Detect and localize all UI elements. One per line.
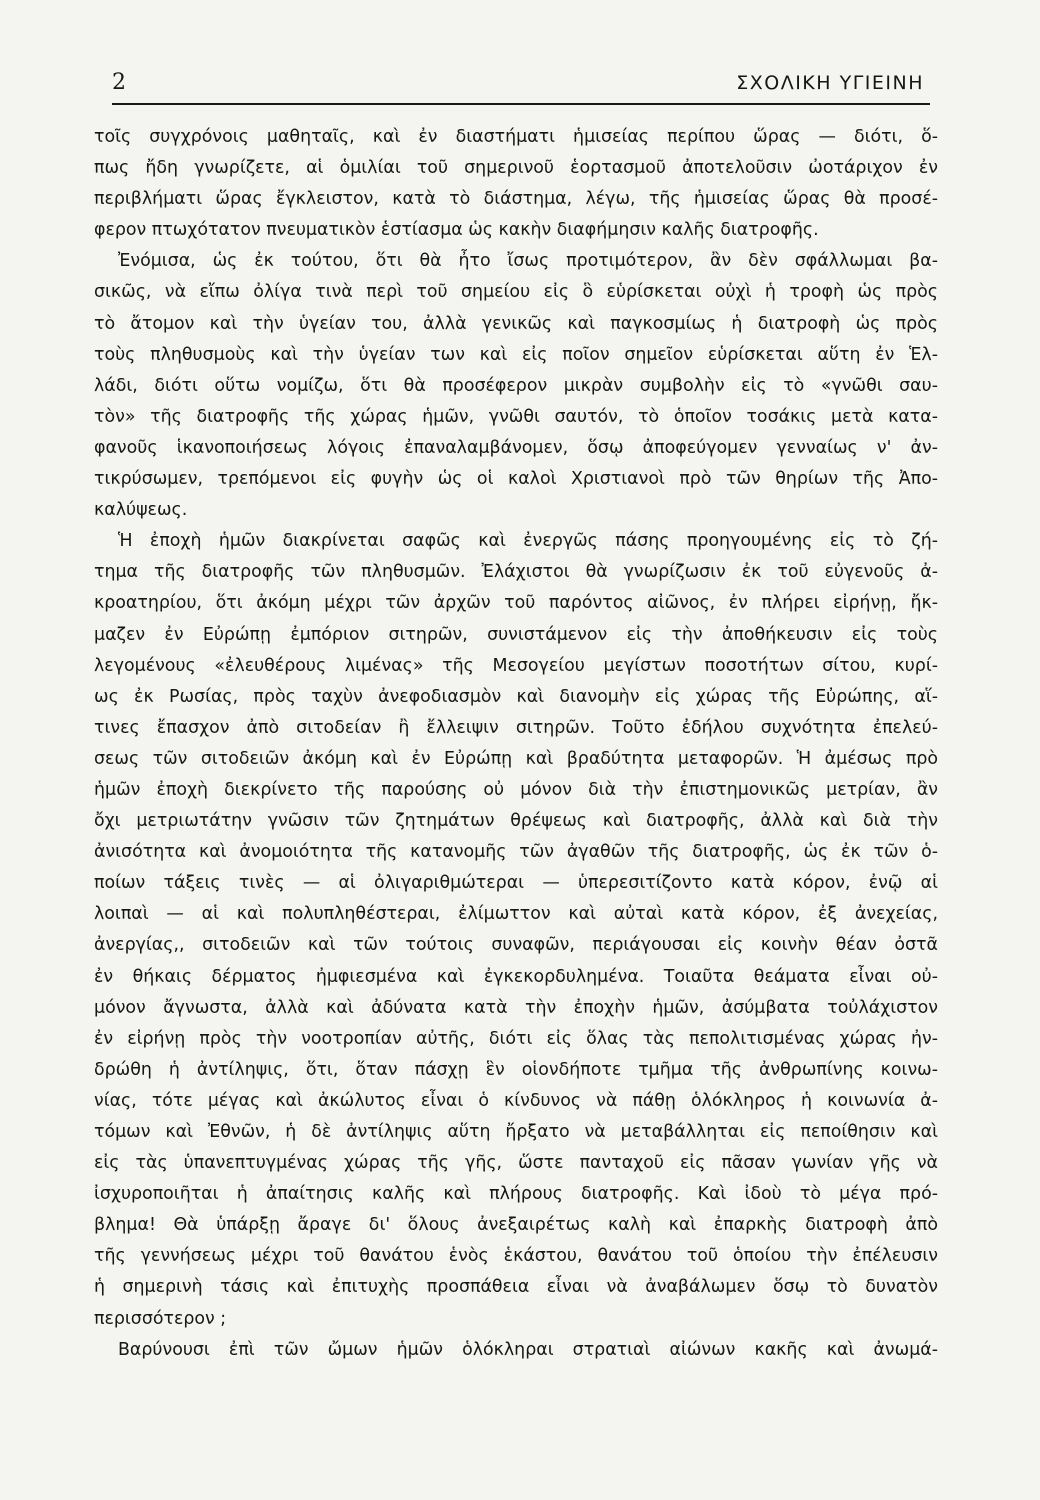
text-line: ως ἐκ Ρωσίας, πρὸς ταχὺν ἀνεφοδιασμὸν καὶ διανομὴν εἰς χώρας τῆς Εὐρώπης, αἵ- <box>94 686 938 707</box>
text-line: ἡμῶν ἐποχὴ διεκρίνετο τῆς παρούσης οὐ μόνον διὰ τὴν ἐπιστημονικῶς μετρίαν, ἂν <box>94 779 938 800</box>
page-header <box>112 66 930 102</box>
text-line: καλύψεως. <box>94 500 188 521</box>
text-line: λάδι, διότι οὕτω νομίζω, ὅτι θὰ προσέφερον μικρὰν συμβολὴν εἰς τὸ «γνῶθι σαυ- <box>94 375 938 396</box>
text-line: τῆς γεννήσεως μέχρι τοῦ θανάτου ἑνὸς ἑκάστου, θανάτου τοῦ ὁποίου τὴν ἐπέλευσιν <box>94 1246 938 1267</box>
text-line: πως ἤδη γνωρίζετε, αἱ ὁμιλίαι τοῦ σημερινοῦ ἑορτασμοῦ ἀποτελοῦσιν ὠοτάριχον ἐν <box>94 158 938 179</box>
text-line: ποίων τάξεις τινὲς — αἱ ὀλιγαριθμώτεραι — ὑπερεσιτίζοντο κατὰ κόρον, ἐνῷ αἱ <box>94 873 938 894</box>
text-line: ἀνεργίας,, σιτοδειῶν καὶ τῶν τούτοις συναφῶν, περιάγουσαι εἰς κοινὴν θέαν ὀστᾶ <box>94 935 938 956</box>
text-line: μαζεν ἐν Εὐρώπῃ ἐμπόριον σιτηρῶν, συνιστάμενον εἰς τὴν ἀποθήκευσιν εἰς τοὺς <box>94 624 938 645</box>
text-line: νίας, τότε μέγας καὶ ἀκώλυτος εἶναι ὁ κίνδυνος νὰ πάθῃ ὁλόκληρος ἡ κοινωνία ἀ- <box>94 1090 938 1111</box>
text-line: φανοῦς ἱκανοποιήσεως λόγοις ἐπαναλαμβάνομεν, ὅσῳ ἀποφεύγομεν γενναίως ν' ἀν- <box>94 437 938 458</box>
text-line: φερον πτωχότατον πνευματικὸν ἑστίασμα ὡς κακὴν διαφήμησιν καλῆς διατροφῆς. <box>94 220 819 241</box>
text-line: τινες ἔπασχον ἀπὸ σιτοδείαν ἢ ἔλλειψιν σιτηρῶν. Τοῦτο ἐδήλου συχνότητα ἐπελεύ- <box>94 717 938 738</box>
text-line: ὄχι μετριωτάτην γνῶσιν τῶν ζητημάτων θρέψεως καὶ διατροφῆς, ἀλλὰ καὶ διὰ τὴν <box>94 811 938 832</box>
text-line: εἰς τὰς ὑπανεπτυγμένας χώρας τῆς γῆς, ὥστε πανταχοῦ εἰς πᾶσαν γωνίαν γῆς νὰ <box>94 1153 938 1174</box>
text-line: Ἐνόμισα, ὡς ἐκ τούτου, ὅτι θὰ ἦτο ἴσως προτιμότερον, ἂν δὲν σφάλλωμαι βα- <box>118 251 938 272</box>
text-line: περιβλήματι ὥρας ἔγκλειστον, κατὰ τὸ διάστημα, λέγω, τῆς ἡμισείας ὥρας θὰ προσέ- <box>94 189 938 210</box>
text-line: τικρύσωμεν, τρεπόμενοι εἰς φυγὴν ὡς οἱ καλοὶ Χριστιανοὶ πρὸ τῶν θηρίων τῆς Ἀπο- <box>94 469 938 490</box>
text-line: τοῖς συγχρόνοις μαθηταῖς, καὶ ἐν διαστήματι ἡμισείας περίπου ὥρας — διότι, ὅ- <box>94 127 938 147</box>
text-line: τοὺς πληθυσμοὺς καὶ τὴν ὑγείαν των καὶ εἰς ποῖον σημεῖον εὑρίσκεται αὕτη ἐν Ἑλ- <box>94 344 938 365</box>
text-line: ἰσχυροποιῆται ἡ ἀπαίτησις καλῆς καὶ πλήρους διατροφῆς. Καὶ ἰδοὺ τὸ μέγα πρό- <box>94 1184 938 1205</box>
running-title: ΣΧΟΛΙΚΗ ΥΓΙΕΙΝΗ <box>736 72 924 94</box>
page-number: 2 <box>112 70 126 95</box>
text-line: κροατηρίου, ὅτι ἀκόμη μέχρι τῶν ἀρχῶν τοῦ παρόντος αἰῶνος, ἐν πλήρει εἰρήνῃ, ἤκ- <box>94 593 938 614</box>
text-line: λοιπαὶ — αἱ καὶ πολυπληθέστεραι, ἐλίμωττον καὶ αὐταὶ κατὰ κόρον, ἐξ ἀνεχείας, <box>94 904 938 925</box>
text-line: ἐν θήκαις δέρματος ἠμφιεσμένα καὶ ἐγκεκορδυλημένα. Τοιαῦτα θεάματα εἶναι οὐ- <box>94 966 938 987</box>
text-line: ἐν εἰρήνῃ πρὸς τὴν νοοτροπίαν αὐτῆς, διότι εἰς ὅλας τὰς πεπολιτισμένας χώρας ἠν- <box>94 1028 938 1049</box>
header-divider <box>112 103 930 105</box>
text-line: τημα τῆς διατροφῆς τῶν πληθυσμῶν. Ἐλάχιστοι θὰ γνωρίζωσιν ἐκ τοῦ εὐγενοῦς ἀ- <box>94 562 938 583</box>
text-line: μόνον ἄγνωστα, ἀλλὰ καὶ ἀδύνατα κατὰ τὴν ἐποχὴν ἡμῶν, ἀσύμβατα τοὐλάχιστον <box>94 997 938 1018</box>
text-line: τὸ ἄτομον καὶ τὴν ὑγείαν του, ἀλλὰ γενικῶς καὶ παγκοσμίως ἡ διατροφὴ ὡς πρὸς <box>94 313 938 334</box>
text-line: περισσότερον ; <box>94 1308 227 1329</box>
text-line: σικῶς, νὰ εἴπω ὀλίγα τινὰ περὶ τοῦ σημείου εἰς ὃ εὑρίσκεται οὐχὶ ἡ τροφὴ ὡς πρὸς <box>94 282 938 303</box>
text-line: Ἡ ἐποχὴ ἡμῶν διακρίνεται σαφῶς καὶ ἐνεργῶς πάσης προηγουμένης εἰς τὸ ζή- <box>118 531 938 552</box>
text-line: Βαρύνουσι ἐπὶ τῶν ὤμων ἡμῶν ὁλόκληραι στρατιαὶ αἰώνων κακῆς καὶ ἀνωμά- <box>118 1339 938 1360</box>
text-line: τόμων καὶ Ἐθνῶν, ἡ δὲ ἀντίληψις αὕτη ἤρξατο νὰ μεταβάλληται εἰς πεποίθησιν καὶ <box>94 1122 938 1142</box>
text-line: δρώθη ἡ ἀντίληψις, ὅτι, ὅταν πάσχῃ ἓν οἱονδήποτε τμῆμα τῆς ἀνθρωπίνης κοινω- <box>94 1059 938 1080</box>
text-line: ἀνισότητα καὶ ἀνομοιότητα τῆς κατανομῆς τῶν ἀγαθῶν τῆς διατροφῆς, ὡς ἐκ τῶν ὁ- <box>94 842 938 863</box>
text-line: λεγομένους «ἐλευθέρους λιμένας» τῆς Μεσογείου μεγίστων ποσοτήτων σίτου, κυρί- <box>94 655 938 676</box>
text-line: ἡ σημερινὴ τάσις καὶ ἐπιτυχὴς προσπάθεια εἶναι νὰ ἀναβάλωμεν ὅσῳ τὸ δυνατὸν <box>94 1277 938 1298</box>
text-line: τὸν» τῆς διατροφῆς τῆς χώρας ἡμῶν, γνῶθι σαυτόν, τὸ ὁποῖον τοσάκις μετὰ κατα- <box>94 406 938 427</box>
text-line: σεως τῶν σιτοδειῶν ἀκόμη καὶ ἐν Εὐρώπῃ καὶ βραδύτητα μεταφορῶν. Ἡ ἀμέσως πρὸ <box>94 748 938 769</box>
text-line: βλημα! Θὰ ὑπάρξῃ ἄραγε δι' ὅλους ἀνεξαιρέτως καλὴ καὶ ἐπαρκὴς διατροφὴ ἀπὸ <box>94 1215 938 1236</box>
body-text <box>94 122 938 1366</box>
